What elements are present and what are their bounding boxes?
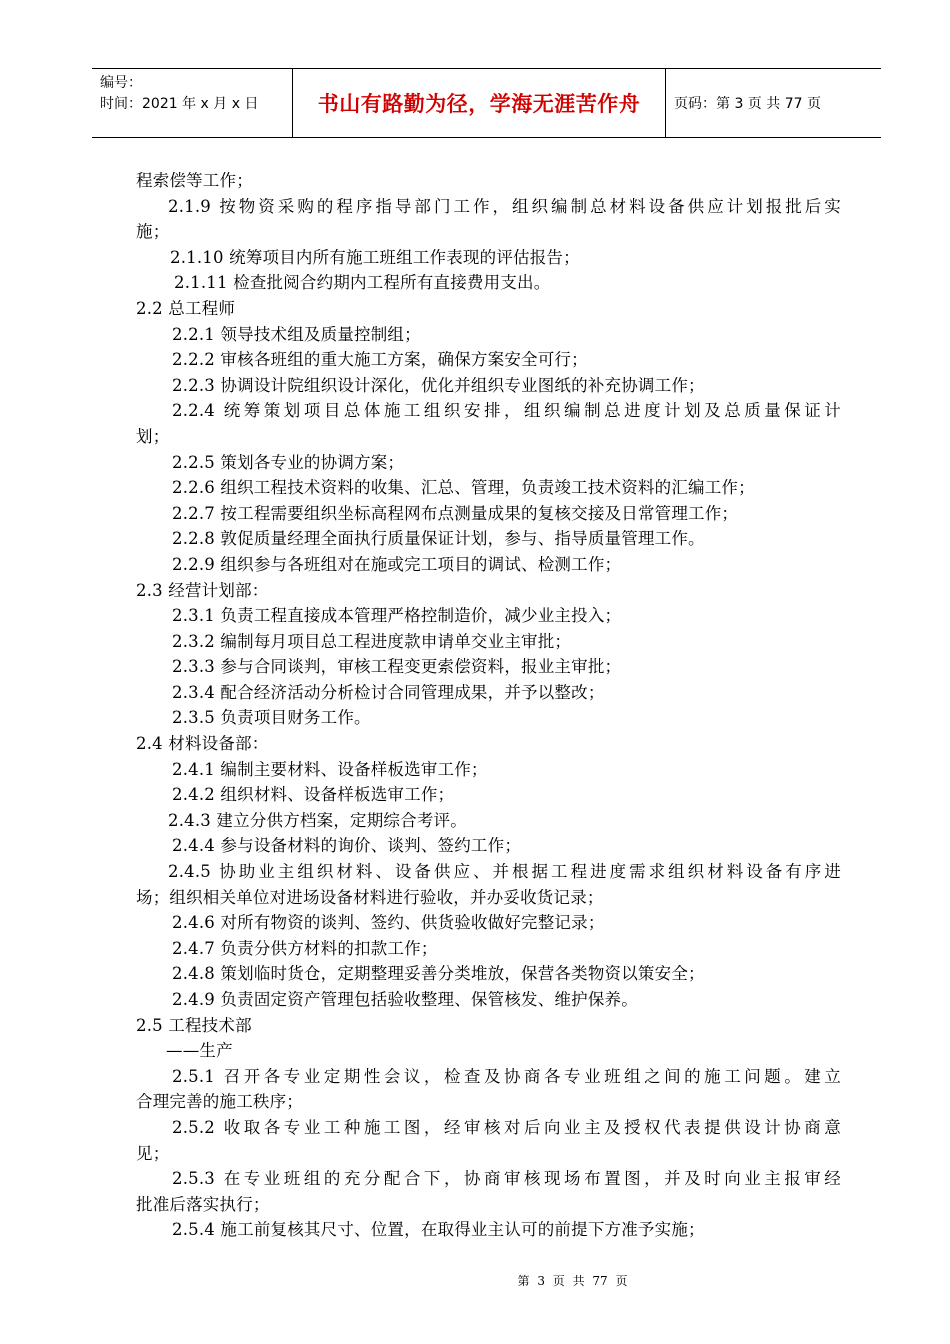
body-line: 2.2.2 审核各班组的重大施工方案，确保方案安全可行； bbox=[172, 350, 588, 370]
body-line: 2.5.1 召开各专业定期性会议，检查及协商各专业班组之间的施工问题。建立 bbox=[172, 1066, 841, 1086]
body-line: 2.3.5 负责项目财务工作。 bbox=[172, 708, 371, 728]
header-meta bbox=[92, 69, 293, 137]
body-line: 2.4.3 建立分供方档案，定期综合考评。 bbox=[168, 810, 467, 830]
body-line: 2.5 工程技术部 bbox=[136, 1015, 252, 1035]
body-line: 2.5.2 收取各专业工种施工图，经审核对后向业主及授权代表提供设计协商意 bbox=[172, 1117, 841, 1137]
page-footer bbox=[0, 1272, 950, 1289]
body-line: 2.4.2 组织材料、设备样板选审工作； bbox=[172, 785, 455, 805]
body-line: 2.1.9 按物资采购的程序指导部门工作，组织编制总材料设备供应计划报批后实 bbox=[168, 196, 841, 216]
time-label: 时间：2021 年 x 月 x 日 bbox=[100, 96, 259, 112]
body-line: 合理完善的施工秩序； bbox=[136, 1092, 303, 1112]
body-line: 2.4.1 编制主要材料、设备样板选审工作； bbox=[172, 759, 488, 779]
body-line: 2.2.7 按工程需要组织坐标高程网布点测量成果的复核交接及日常管理工作； bbox=[172, 503, 739, 523]
body-line: 2.5.4 施工前复核其尺寸、位置，在取得业主认可的前提下方准予实施； bbox=[172, 1220, 705, 1240]
body-line: 2.3.1 负责工程直接成本管理严格控制造价，减少业主投入； bbox=[172, 606, 622, 626]
body-line: 2.4.8 策划临时货仓，定期整理妥善分类堆放，保营各类物资以策安全； bbox=[172, 964, 705, 984]
body-line: 2.2.9 组织参与各班组对在施或完工项目的调试、检测工作； bbox=[172, 554, 622, 574]
body-line: 施； bbox=[136, 222, 170, 242]
body-line: 2.4.9 负责固定资产管理包括验收整理、保管核发、维护保养。 bbox=[172, 990, 638, 1009]
body-line: 见； bbox=[136, 1143, 170, 1163]
body-line: ——生产 bbox=[166, 1041, 233, 1061]
document-header bbox=[92, 68, 881, 138]
header-motto: 书山有路勤为径，学海无涯苦作舟 bbox=[293, 69, 666, 137]
header-page-number: 页码：第 3 页 共 77 页 bbox=[674, 96, 821, 112]
body-line: 2.2.1 领导技术组及质量控制组； bbox=[172, 324, 421, 344]
body-line: 2.4.5 协助业主组织材料、设备供应、并根据工程进度需求组织材料设备有序进 bbox=[168, 862, 841, 882]
body-line: 2.2.5 策划各专业的协调方案； bbox=[172, 452, 405, 472]
body-line: 2.2.6 组织工程技术资料的收集、汇总、管理，负责竣工技术资料的汇编工作； bbox=[172, 478, 755, 498]
body-line: 2.1.11 检查批阅合约期内工程所有直接费用支出。 bbox=[174, 273, 551, 293]
body-line: 2.1.10 统筹项目内所有施工班组工作表现的评估报告； bbox=[170, 247, 580, 267]
body-line: 2.4 材料设备部： bbox=[136, 734, 269, 754]
body-line: 2.4.6 对所有物资的谈判、签约、供货验收做好完整记录； bbox=[172, 913, 605, 933]
body-line: 2.3.2 编制每月项目总工程进度款申请单交业主审批； bbox=[172, 631, 572, 651]
body-line: 2.5.3 在专业班组的充分配合下，协商审核现场布置图，并及时向业主报审经 bbox=[172, 1169, 841, 1189]
body-line: 批准后落实执行； bbox=[136, 1194, 270, 1214]
body-line: 场；组织相关单位对进场设备材料进行验收，并办妥收货记录； bbox=[136, 887, 604, 907]
body-line: 2.3 经营计划部： bbox=[136, 580, 269, 600]
body-line: 2.4.7 负责分供方材料的扣款工作； bbox=[172, 938, 438, 958]
body-line: 2.3.4 配合经济活动分析检讨合同管理成果，并予以整改； bbox=[172, 682, 605, 702]
body-line: 程索偿等工作； bbox=[136, 171, 253, 190]
body-line: 2.4.4 参与设备材料的询价、谈判、签约工作； bbox=[172, 836, 522, 856]
footer-page-number: 第 3 页 共 77 页 bbox=[517, 1274, 628, 1288]
body-line: 2.2.4 统筹策划项目总体施工组织安排，组织编制总进度计划及总质量保证计 bbox=[172, 401, 841, 421]
body-line: 2.3.3 参与合同谈判，审核工程变更索偿资料，报业主审批； bbox=[172, 657, 622, 677]
document-body bbox=[136, 168, 841, 1243]
number-label: 编号： bbox=[100, 75, 142, 91]
body-line: 2.2.3 协调设计院组织设计深化，优化并组织专业图纸的补充协调工作； bbox=[172, 375, 705, 395]
body-line: 划； bbox=[136, 426, 170, 446]
body-line: 2.2 总工程师 bbox=[136, 298, 236, 318]
body-line: 2.2.8 敦促质量经理全面执行质量保证计划，参与、指导质量管理工作。 bbox=[172, 529, 705, 549]
